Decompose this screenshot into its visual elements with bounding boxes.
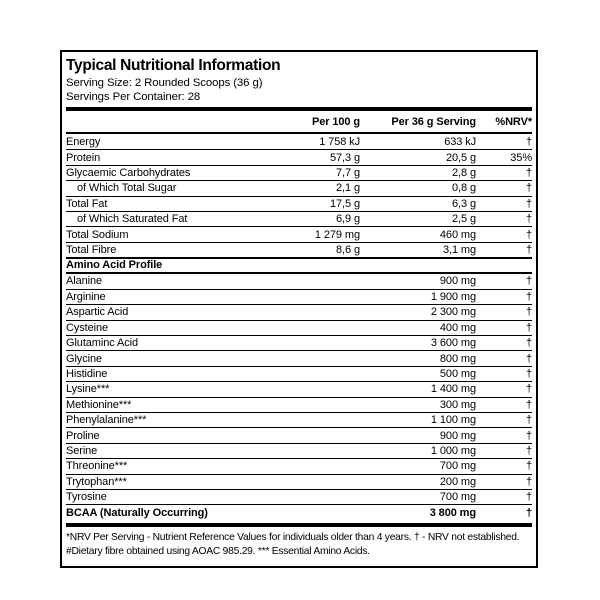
column-header-per36: Per 36 g Serving	[391, 115, 476, 128]
value-nrv: †	[525, 414, 532, 427]
row-label: Histidine	[66, 368, 108, 381]
row-label: Glutaminc Acid	[66, 337, 138, 350]
row-label: Trytophan***	[66, 475, 127, 488]
value-per36: 700 mg	[439, 491, 476, 504]
value-nrv: †	[525, 475, 532, 488]
footnote-line1: *NRV Per Serving - Nutrient Reference Values for individuals older than 4 years. † - NRV not established.	[66, 531, 520, 543]
section-header-row	[66, 257, 532, 273]
value-per36: 500 mg	[439, 368, 476, 381]
value-per36: 700 mg	[439, 460, 476, 473]
value-nrv: †	[525, 243, 532, 256]
value-per36: 900 mg	[439, 275, 476, 288]
row-label: of Which Saturated Fat	[77, 213, 188, 226]
value-per36: 200 mg	[439, 475, 476, 488]
value-per36: 1 400 mg	[430, 383, 476, 396]
nutrition-label	[60, 50, 538, 568]
value-per36: 633 kJ	[444, 135, 476, 148]
divider-thick-bottom	[66, 523, 532, 527]
value-per36: 2 300 mg	[430, 306, 476, 319]
value-per100: 1 279 mg	[314, 228, 360, 241]
value-per100: 7,7 g	[336, 166, 360, 179]
table-row	[66, 134, 532, 149]
value-nrv: †	[525, 228, 532, 241]
value-per36: 3,1 mg	[442, 243, 476, 256]
value-nrv: †	[525, 398, 532, 411]
table-row	[66, 474, 532, 489]
value-per36: 300 mg	[439, 398, 476, 411]
value-nrv: †	[525, 383, 532, 396]
table-row	[66, 196, 532, 211]
table-row	[66, 274, 532, 289]
row-label: Cysteine	[66, 321, 108, 334]
table-row	[66, 320, 532, 335]
row-label: Methionine***	[66, 398, 132, 411]
table-row	[66, 180, 532, 195]
value-per100: 6,9 g	[336, 213, 360, 226]
row-label: Lysine***	[66, 383, 110, 396]
value-nrv: †	[525, 337, 532, 350]
value-per36: 1 900 mg	[430, 291, 476, 304]
table-row	[66, 149, 532, 164]
table-row	[66, 335, 532, 350]
value-per36: 2,8 g	[452, 166, 476, 179]
table-row	[66, 427, 532, 442]
table-row	[66, 289, 532, 304]
row-label: BCAA (Naturally Occurring)	[66, 506, 208, 519]
column-header-nrv: %NRV*	[495, 115, 532, 128]
value-nrv: †	[525, 445, 532, 457]
value-per100: 8,6 g	[336, 243, 360, 256]
value-per100: 2,1 g	[336, 182, 360, 195]
table-row	[66, 366, 532, 381]
value-nrv: †	[525, 275, 532, 288]
table-row	[66, 165, 532, 180]
column-header-per100: Per 100 g	[311, 115, 360, 128]
value-nrv: †	[525, 182, 532, 195]
value-per36: 900 mg	[439, 429, 476, 442]
row-label: Aspartic Acid	[66, 306, 129, 319]
value-nrv: †	[525, 166, 532, 179]
table-row	[66, 304, 532, 319]
row-label: Phenylalanine***	[66, 414, 147, 427]
table-row	[66, 504, 532, 519]
table-row	[66, 242, 532, 257]
value-nrv: †	[525, 291, 532, 304]
row-label: Serine	[66, 445, 98, 457]
value-nrv: †	[525, 506, 532, 519]
table-row	[66, 226, 532, 241]
value-per100: 57,3 g	[330, 151, 360, 164]
nutrition-rows	[66, 134, 532, 520]
value-nrv: †	[525, 368, 532, 381]
table-row	[66, 443, 532, 458]
value-nrv: 35%	[510, 151, 532, 164]
value-nrv: †	[525, 135, 532, 148]
value-per36: 460 mg	[439, 228, 476, 241]
serving-size-text: Serving Size: 2 Rounded Scoops (36 g)	[66, 77, 263, 89]
value-per36: 2,5 g	[452, 213, 476, 226]
row-label: Tyrosine	[66, 491, 107, 504]
column-header-row	[66, 111, 532, 134]
table-row	[66, 350, 532, 365]
value-per36: 1 100 mg	[430, 414, 476, 427]
row-label: Threonine***	[66, 460, 128, 473]
table-row	[66, 412, 532, 427]
page-title: Typical Nutritional Information	[66, 57, 281, 74]
value-nrv: †	[525, 491, 532, 504]
row-label: Energy	[66, 135, 101, 148]
table-row	[66, 489, 532, 504]
row-label: Total Fat	[66, 197, 108, 210]
row-label: Total Sodium	[66, 228, 129, 241]
row-label: Amino Acid Profile	[66, 259, 163, 272]
value-nrv: †	[525, 306, 532, 319]
footnotes	[66, 531, 532, 559]
value-nrv: †	[525, 460, 532, 473]
row-label: Glycaemic Carbohydrates	[66, 166, 191, 179]
table-row	[66, 381, 532, 396]
value-per36: 3 800 mg	[429, 506, 476, 519]
value-per36: 0,8 g	[452, 182, 476, 195]
value-per100: 1 758 kJ	[319, 135, 360, 148]
table-row	[66, 211, 532, 226]
value-per36: 800 mg	[439, 352, 476, 365]
servings-per-container-text: Servings Per Container: 28	[66, 90, 201, 103]
table-row	[66, 397, 532, 412]
row-label: Protein	[66, 151, 101, 164]
table-row	[66, 458, 532, 473]
value-nrv: †	[525, 213, 532, 226]
row-label: Arginine	[66, 291, 106, 304]
value-per36: 400 mg	[439, 321, 476, 334]
row-label: Total Fibre	[66, 243, 117, 256]
value-nrv: †	[525, 429, 532, 442]
row-label: Alanine	[66, 275, 102, 288]
value-per36: 1 000 mg	[430, 445, 476, 457]
value-nrv: †	[525, 197, 532, 210]
row-label: Proline	[66, 429, 100, 442]
value-nrv: †	[525, 321, 532, 334]
value-per100: 17,5 g	[330, 197, 360, 210]
row-label: of Which Total Sugar	[77, 182, 177, 195]
value-per36: 3 600 mg	[430, 337, 476, 350]
value-per36: 6,3 g	[452, 197, 476, 210]
value-nrv: †	[525, 352, 532, 365]
row-label: Glycine	[66, 352, 102, 365]
value-per36: 20,5 g	[446, 151, 476, 164]
footnote-line2: #Dietary fibre obtained using AOAC 985.29. *** Essential Amino Acids.	[66, 545, 370, 557]
